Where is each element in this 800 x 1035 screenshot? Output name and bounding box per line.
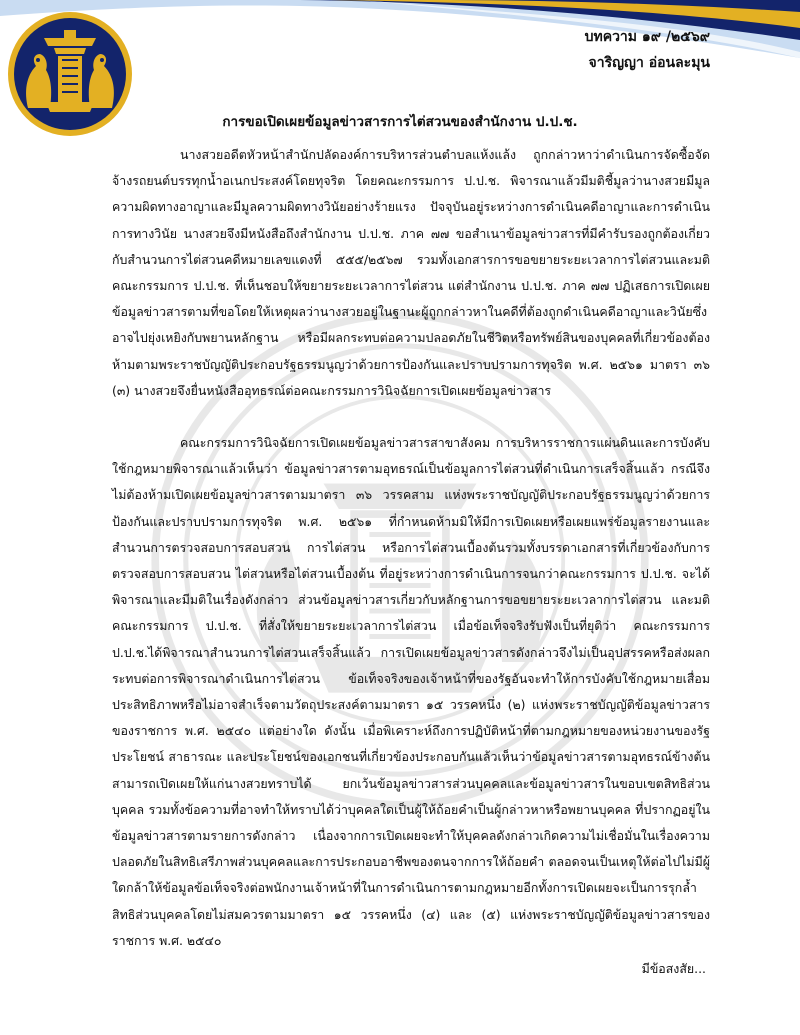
closing-text: มีข้อสงสัย...: [641, 961, 706, 976]
article-meta: [585, 24, 710, 76]
document-body: [112, 142, 710, 954]
article-author: จาริญญา อ่อนละมุน: [588, 55, 710, 71]
document-title: การขอเปิดเผยข้อมูลข่าวสารการไต่สวนของสำนักงาน ป.ป.ช.: [222, 114, 578, 130]
body-paragraph: นางสวยอดีตหัวหน้าสำนักปลัดองค์การบริหารส่วนตำบลแห้งแล้ง ถูกกล่าวหาว่าดำเนินการจัดซื้อจัดจ้างรถยนต์บรรทุกน้ำอเนกประสงค์โดยทุจริต โดยคณะกรรมการ ป.ป.ช. พิจารณาแล้วมีมติชี้มูลว่านางสวยมีมูลความผิดทางอาญาและมีมูลความผิดทางวินัยอย่างร้ายแรง ปัจจุบันอยู่ระหว่างการดำเนินคดีอาญาและการดำเนินการทางวินัย นางสวยจึงมีหนังสือถึงสำนักงาน ป.ป.ช. ภาค ๗๗ ขอสำเนาข้อมูลข่าวสารที่มีคำรับรองถูกต้องเกี่ยวกับสำนวนการไต่สวนคดีหมายเลขแดงที่ ๕๕๕/๒๕๖๗ รวมทั้งเอกสารการขอขยายระยะเวลาการไต่สวนและมติคณะกรรมการ ป.ป.ช. ที่เห็นชอบให้ขยายระยะเวลาการไต่สวน แต่สำนักงาน ป.ป.ช. ภาค ๗๗ ปฏิเสธการเปิดเผยข้อมูลข่าวสารตามที่ขอโดยให้เหตุผลว่านางสวยอยู่ในฐานะผู้ถูกกล่าวหาในคดีที่ต้องถูกดำเนินคดีอาญาและวินัยซึ่งอาจไปยุ่งเหยิงกับพยานหลักฐาน หรือมีผลกระทบต่อความปลอดภัยในชีวิตหรือทรัพย์สินของบุคคลที่เกี่ยวข้องต้องห้ามตามพระราชบัญญัติประกอบรัฐธรรมนูญว่าด้วยการป้องกันและปราบปรามการทุจริต พ.ศ. ๒๕๖๑ มาตรา ๓๖ (๓) นางสวยจึงยื่นหนังสืออุทธรณ์ต่อคณะกรรมการวินิจฉัยการเปิดเผยข้อมูลข่าวสาร: [112, 147, 710, 398]
body-paragraph: คณะกรรมการวินิจฉัยการเปิดเผยข้อมูลข่าวสารสาขาสังคม การบริหารราชการแผ่นดินและการบังคับใช้กฎหมายพิจารณาแล้วเห็นว่า ข้อมูลข่าวสารตามอุทธรณ์เป็นข้อมูลการไต่สวนที่ดำเนินการเสร็จสิ้นแล้ว กรณีจึงไม่ต้องห้ามเปิดเผยข้อมูลข่าวสารตามมาตรา ๓๖ วรรคสาม แห่งพระราชบัญญัติประกอบรัฐธรรมนูญว่าด้วยการป้องกันและปราบปรามการทุจริต พ.ศ. ๒๕๖๑ ที่กำหนดห้ามมิให้มีการเปิดเผยหรือเผยแพร่ข้อมูลรายงานและสำนวนการตรวจสอบการสอบสวน การไต่สวน หรือการไต่สวนเบื้องต้นรวมทั้งบรรดาเอกสารที่เกี่ยวข้องกับการตรวจสอบการสอบสวน ไต่สวนหรือไต่สวนเบื้องต้น ที่อยู่ระหว่างการดำเนินการจนกว่าคณะกรรมการ ป.ป.ช. จะได้พิจารณาและมีมติในเรื่องดังกล่าว ส่วนข้อมูลข่าวสารเกี่ยวกับหลักฐานการขอขยายระยะเวลาการไต่สวน และมติคณะกรรมการ ป.ป.ช. ที่สั่งให้ขยายระยะเวลาการไต่สวน เมื่อข้อเท็จจริงรับฟังเป็นที่ยุติว่า คณะกรรมการ ป.ป.ช.ได้พิจารณาสำนวนการไต่สวนเสร็จสิ้นแล้ว การเปิดเผยข้อมูลข่าวสารดังกล่าวจึงไม่เป็นอุปสรรคหรือส่งผลกระทบต่อการพิจารณาดำเนินการไต่สวน ข้อเท็จจริงของเจ้าหน้าที่ของรัฐอันจะทำให้การบังคับใช้กฎหมายเสื่อมประสิทธิภาพหรือไม่อาจสำเร็จตามวัตถุประสงค์ตามมาตรา ๑๕ วรรคหนึ่ง (๒) แห่งพระราชบัญญัติข้อมูลข่าวสารของราชการ พ.ศ. ๒๕๔๐ แต่อย่างใด ดังนั้น เมื่อพิเคราะห์ถึงการปฏิบัติหน้าที่ตามกฎหมายของหน่วยงานของรัฐ ประโยชน์ สาธารณะ และประโยชน์ของเอกชนที่เกี่ยวข้องประกอบกันแล้วเห็นว่าข้อมูลข่าวสารตามอุทธรณ์ข้างต้นสามารถเปิดเผยให้แก่นางสวยทราบได้ ยกเว้นข้อมูลข่าวสารส่วนบุคคลและข้อมูลข่าวสารในขอบเขตสิทธิส่วนบุคคล รวมทั้งข้อความที่อาจทำให้ทราบได้ว่าบุคคลใดเป็นผู้ให้ถ้อยคำเป็นผู้กล่าวหาหรือพยานบุคคล ที่ปรากฏอยู่ในข้อมูลข่าวสารตามรายการดังกล่าว เนื่องจากการเปิดเผยจะทำให้บุคคลดังกล่าวเกิดความไม่เชื่อมั่นในเรื่องความปลอดภัยในสิทธิเสรีภาพส่วนบุคคลและการประกอบอาชีพของตนจากการให้ถ้อยคำ ตลอดจนเป็นเหตุให้ต่อไปไม่มีผู้ใดกล้าให้ข้อมูลข้อเท็จจริงต่อพนักงานเจ้าหน้าที่ในการดำเนินการตามกฎหมายอีกทั้งการเปิดเผยจะเป็นการรุกล้ำสิทธิส่วนบุคคลโดยไม่สมควรตามมาตรา ๑๕ วรรคหนึ่ง (๔) และ (๕) แห่งพระราชบัญญัติข้อมูลข่าวสารของราชการ พ.ศ. ๒๕๔๐: [112, 435, 710, 948]
article-number: บทความ ๑๙ /๒๕๖๙: [584, 29, 710, 45]
